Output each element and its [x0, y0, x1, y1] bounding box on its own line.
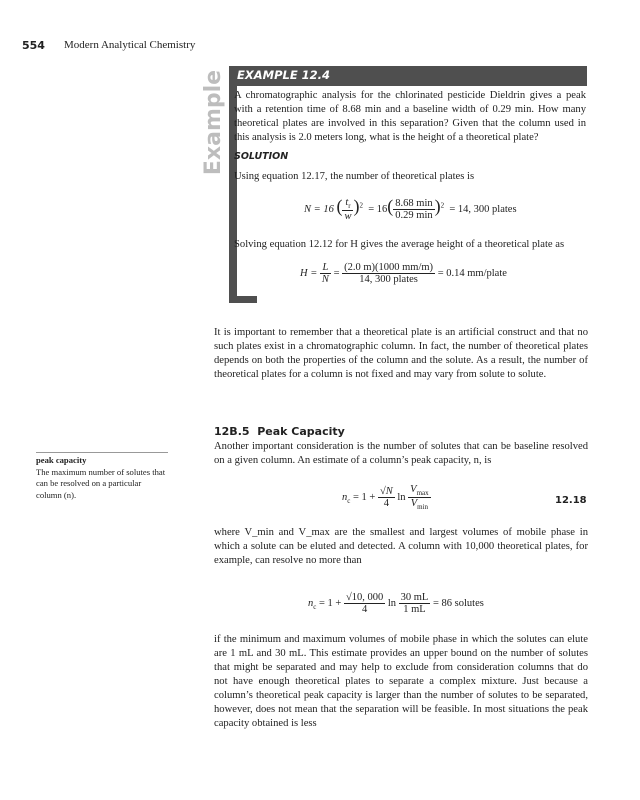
equation-plates: N = 16 ( $\frac{t_r}{w}$ )$^2$ = 16( $\frac{8.68 \min}{0.29 \min}$ )$^2$ = 14, 300 plates — [304, 196, 517, 223]
equation-height: H = $\frac{L}{N}$ = $\frac{(2.0 m)(1000 mm/m)}{\text{14, 300 plates}}$ = 0.14 mm/plate — [300, 262, 507, 285]
example-title-bar — [229, 66, 587, 86]
body-paragraph-4: if the minimum and maximum volumes of mobile phase in which the solutes can elute are 1 mL and 30 mL. This estimate provides an upper bound on the number of solutes that might be separated and may help to exclude from consideration columns that do not have enough theoretical plates to separate a complex mixture. Just because a column’s theoretical peak capacity is larger than the number of solutes to be separated, however, does not mean that the separation will be feasible. In most situations the peak capacity obtained is less — [214, 634, 588, 729]
margin-note — [36, 455, 168, 501]
example-title: EXAMPLE 12.4 — [237, 68, 331, 82]
example-problem: A chromatographic analysis for the chlorinated pesticide Dieldrin gives a peak with a retention time of 8.68 min and a baseline width of 0.29 min. How many theoretical plates are involved in this separation? Given that the column used in this analysis is 2.0 meters long, what is the height of a theoretical plate? — [234, 90, 586, 143]
body-paragraph-1: It is important to remember that a theoretical plate is an artificial construct and that no such plates exist in a chromatographic column. In fact, the number of theoretical plates depends on both the properties of the column and the solute. As a result, the number of theoretical plates for a column is not fixed and may vary from solute to solute. — [214, 327, 588, 380]
equation-peak-capacity: $n_c = 1$ + $\frac{√N}{4}$ ln $\frac{V_{max}}{V_{min}}$ — [342, 484, 429, 512]
body-paragraph-3: where V_min and V_max are the smallest and largest volumes of mobile phase in which a solute can be eluted and detected. A column with 10,000 theoretical plates, for example, can resolve no more than — [214, 527, 588, 566]
example-side-label: Example — [201, 69, 227, 176]
margin-definition: The maximum number of solutes that can be resolved on a particular column (n). — [36, 466, 166, 500]
example-foot-rule — [229, 296, 257, 303]
solution-label: SOLUTION — [234, 151, 289, 162]
section-heading: 12B.5 Peak Capacity — [214, 425, 345, 438]
body-paragraph-2: Another important consideration is the number of solutes that can be baseline resolved on a given column. An estimate of a column’s peak capacity, n, is — [214, 441, 588, 466]
running-header: Modern Analytical Chemistry — [64, 39, 196, 51]
equation-example-capacity: $n_c = 1$ + $\frac{√10, 000}{4}$ ln $\frac{30 mL}{1 mL}$ = 86 solutes — [308, 592, 484, 615]
margin-rule — [36, 452, 168, 453]
solution-intro: Using equation 12.17, the number of theoretical plates is — [234, 171, 475, 182]
equation-number: 12.18 — [555, 495, 587, 506]
margin-term: peak capacity — [36, 455, 87, 465]
solving-text: Solving equation 12.12 for H gives the average height of a theoretical plate as — [234, 239, 565, 250]
page-number: 554 — [22, 39, 45, 52]
